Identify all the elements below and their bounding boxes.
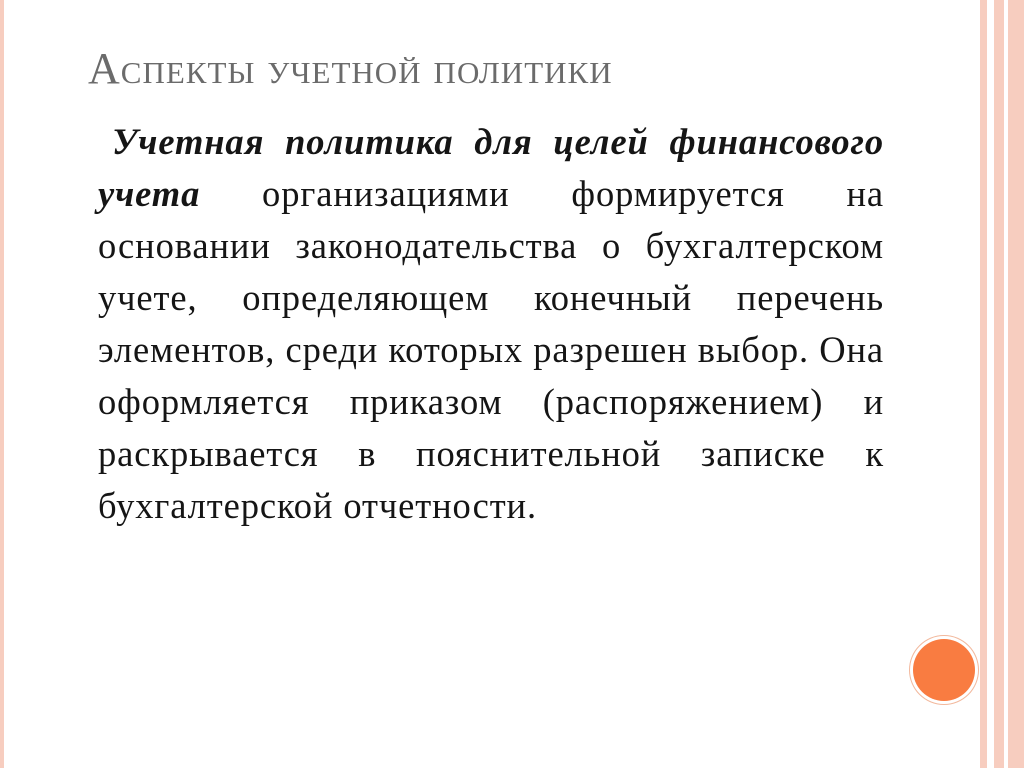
slide-body-text (98, 116, 884, 532)
accent-circle (913, 639, 975, 701)
body-main-text: организациями формируется на основании законодательства о бухгалтерском учете, определяющем конечный перечень элементов, среди которых разрешен выбор. Она оформляется приказом (распоряжением) и раскрывается в пояснительной записке к бухгалтерской отчетности. (98, 173, 884, 526)
right-border-stripe (994, 0, 1004, 768)
right-border-stripe (1008, 0, 1024, 768)
left-border-stripe (0, 0, 4, 768)
right-border-stripe (980, 0, 987, 768)
body-emphasis: Учетная политика для целей финансового учета (98, 121, 884, 214)
slide-title: Аспекты учетной политики (88, 44, 613, 93)
